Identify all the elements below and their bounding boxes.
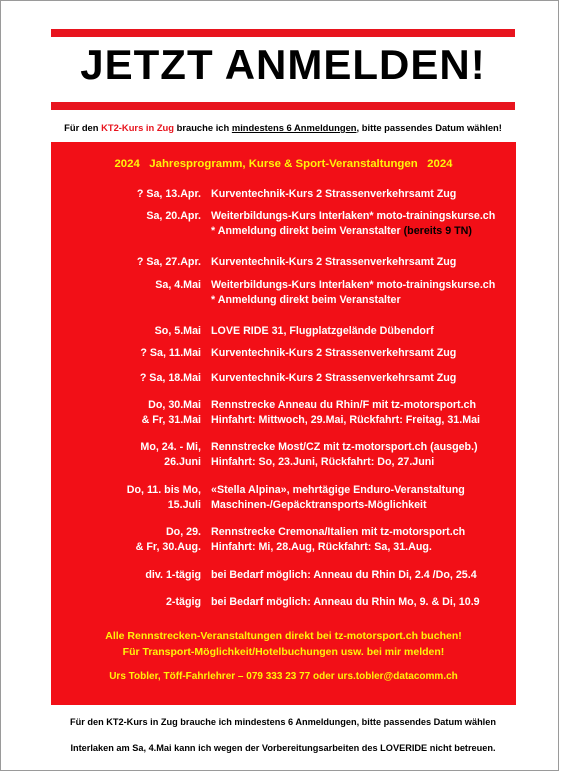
event-description <box>211 483 516 513</box>
event-description-text: * Anmeldung direkt beim Veranstalter <box>211 225 401 237</box>
event-description-line <box>211 398 516 413</box>
event-date-line: 2-tägig <box>165 596 201 608</box>
intro-suffix: , bitte passendes Datum wählen! <box>356 122 502 133</box>
event-description-line <box>211 324 516 339</box>
event-date-line: So, 5.Mai <box>154 325 201 337</box>
intro-course: KT2-Kurs in Zug <box>101 122 175 133</box>
event-description <box>211 371 516 386</box>
event-description-line <box>211 568 516 583</box>
event-dates <box>51 346 201 361</box>
event-dates <box>51 440 201 470</box>
event-dates <box>51 398 201 428</box>
page-title: JETZT ANMELDEN! <box>80 41 486 88</box>
event-dates <box>51 324 201 339</box>
event-description-line <box>211 209 516 224</box>
event-description <box>211 278 516 308</box>
event-dates <box>51 255 201 270</box>
event-description-text: Hinfahrt: Mittwoch, 29.Mai, Rückfahrt: Freitag, 31.Mai <box>211 414 481 426</box>
event-description-text: Kurventechnik-Kurs 2 Strassenverkehrsamt Zug <box>211 372 457 384</box>
event-description-text: Weiterbildungs-Kurs Interlaken* moto-trainingskurse.ch <box>211 279 496 291</box>
event-description-text: bei Bedarf möglich: Anneau du Rhin Di, 2.4 /Do, 25.4 <box>211 569 477 581</box>
event-description-line <box>211 440 516 455</box>
event-description-text: Maschinen-/Gepäcktransports-Möglichkeit <box>211 499 427 511</box>
event-description-line <box>211 595 516 610</box>
event-date-line: ? Sa, 27.Apr. <box>136 256 201 268</box>
contact-info: Urs Tobler, Töff-Fahrlehrer – 079 333 23 77 oder urs.tobler@datacomm.ch <box>109 671 458 682</box>
event-description-line <box>211 498 516 513</box>
event-date-line: & Fr, 30.Aug. <box>135 541 201 553</box>
event-description-text: bei Bedarf möglich: Anneau du Rhin Mo, 9. & Di, 10.9 <box>211 596 480 608</box>
event-description-text: Rennstrecke Anneau du Rhin/F mit tz-motorsport.ch <box>211 399 477 411</box>
event-date-line: Sa, 4.Mai <box>155 279 201 291</box>
footer-line-2: Interlaken am Sa, 4.Mai kann ich wegen der Vorbereitungsarbeiten des LOVERIDE nicht betreuen. <box>70 743 496 753</box>
event-description-text: Rennstrecke Most/CZ mit tz-motorsport.ch (ausgeb.) <box>211 441 478 453</box>
event-description-text: «Stella Alpina», mehrtägige Enduro-Veranstaltung <box>211 484 465 496</box>
intro-minimum: mindestens 6 Anmeldungen <box>231 122 357 133</box>
event-date-line: div. 1-tägig <box>145 569 201 581</box>
event-date-line: Do, 30.Mai <box>148 399 201 411</box>
event-description-line <box>211 346 516 361</box>
event-description-line <box>211 455 516 470</box>
event-description <box>211 187 516 202</box>
event-description-text: LOVE RIDE 31, Flugplatzgelände Dübendorf <box>211 325 434 337</box>
event-description-line <box>211 293 516 308</box>
event-description-text: Weiterbildungs-Kurs Interlaken* moto-trainingskurse.ch <box>211 210 496 222</box>
event-description <box>211 398 516 428</box>
event-date-line: 15.Juli <box>167 499 201 511</box>
event-date-line: Do, 11. bis Mo, <box>126 484 201 496</box>
event-description-text: Hinfahrt: So, 23.Juni, Rückfahrt: Do, 27.Juni <box>211 456 435 468</box>
event-description-text: Rennstrecke Cremona/Italien mit tz-motorsport.ch <box>211 526 466 538</box>
event-date-line: ? Sa, 18.Mai <box>139 372 201 384</box>
bottom-red-bar <box>51 102 515 110</box>
event-dates <box>51 525 201 555</box>
program-header: 2024 Jahresprogramm, Kurse & Sport-Veranstaltungen 2024 <box>114 158 453 170</box>
top-red-bar <box>51 29 515 37</box>
event-dates <box>51 187 201 202</box>
event-date-line: & Fr, 31.Mai <box>141 414 201 426</box>
event-date-line: 26.Juni <box>164 456 201 468</box>
event-description-text: Kurventechnik-Kurs 2 Strassenverkehrsamt Zug <box>211 256 457 268</box>
event-description <box>211 255 516 270</box>
event-dates <box>51 483 201 513</box>
event-description-text: Kurventechnik-Kurs 2 Strassenverkehrsamt Zug <box>211 347 457 359</box>
event-date-line: Mo, 24. - Mi, <box>140 441 201 453</box>
event-description-line <box>211 483 516 498</box>
event-date-line: ? Sa, 13.Apr. <box>136 188 201 200</box>
intro-middle: brauche ich <box>174 122 232 133</box>
program-panel <box>51 142 516 705</box>
event-description-line <box>211 278 516 293</box>
event-description-text: Kurventechnik-Kurs 2 Strassenverkehrsamt Zug <box>211 188 457 200</box>
event-description-line <box>211 224 516 239</box>
event-description-text: * Anmeldung direkt beim Veranstalter <box>211 294 401 306</box>
event-date-line: ? Sa, 11.Mai <box>140 347 201 359</box>
event-description <box>211 209 516 239</box>
event-description <box>211 324 516 339</box>
footer-line-1: Für den KT2-Kurs in Zug brauche ich mindestens 6 Anmeldungen, bitte passendes Datum wählen <box>70 717 496 727</box>
event-dates <box>51 209 201 224</box>
event-description <box>211 568 516 583</box>
event-description <box>211 595 516 610</box>
event-dates <box>51 278 201 293</box>
event-dates <box>51 371 201 386</box>
event-description-line <box>211 371 516 386</box>
event-dates <box>51 595 201 610</box>
event-description-text: Hinfahrt: Mi, 28.Aug, Rückfahrt: Sa, 31.Aug. <box>211 541 432 553</box>
transport-note: Für Transport-Möglichkeit/Hotelbuchungen usw. bei mir melden! <box>122 646 445 658</box>
intro-text <box>51 122 515 133</box>
event-description-line <box>211 255 516 270</box>
event-description <box>211 440 516 470</box>
event-date-line: Do, 29. <box>165 526 201 538</box>
event-extra-note: (bereits 9 TN) <box>400 225 472 237</box>
event-description-line <box>211 413 516 428</box>
event-description-line <box>211 525 516 540</box>
event-description <box>211 346 516 361</box>
event-description-line <box>211 540 516 555</box>
intro-prefix: Für den <box>64 122 102 133</box>
event-dates <box>51 568 201 583</box>
event-date-line: Sa, 20.Apr. <box>146 210 201 222</box>
event-description <box>211 525 516 555</box>
event-description-line <box>211 187 516 202</box>
booking-note: Alle Rennstrecken-Veranstaltungen direkt bei tz-motorsport.ch buchen! <box>105 630 462 642</box>
